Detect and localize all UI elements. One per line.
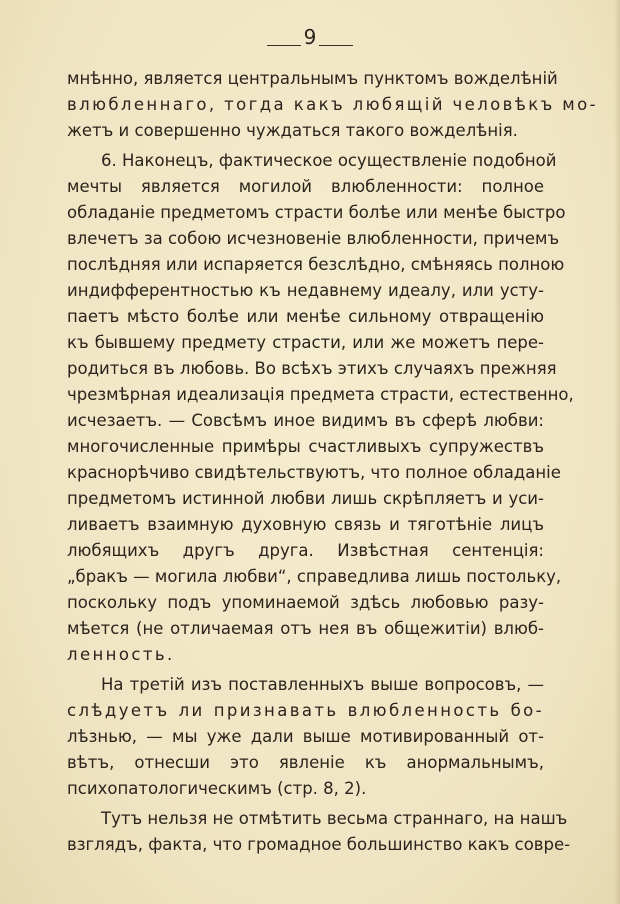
page-number: 9 bbox=[303, 25, 317, 49]
text-line: поскольку подъ упоминаемой здѣсь любовью разу- bbox=[67, 593, 544, 612]
text-line: обладаніе предметомъ страсти болѣе или менѣе быстро bbox=[67, 203, 566, 222]
text-line: чрезмѣрная идеализація предмета страсти, естественно, bbox=[67, 385, 574, 404]
body-text bbox=[67, 66, 599, 858]
text-line: любящихъ другъ друга. Извѣстная сентенція: bbox=[67, 541, 544, 560]
text-line: психопатологическимъ (стр. 8, 2). bbox=[67, 779, 367, 798]
text-line: слѣдуетъ ли признавать влюбленность бо- bbox=[67, 701, 544, 720]
header-rule-right bbox=[319, 45, 353, 46]
text-line: жетъ и совершенно чуждаться такого вожделѣнія. bbox=[67, 121, 518, 140]
header-rule-left bbox=[267, 45, 301, 46]
text-line: „бракъ — могила любви“, справедлива лишь постольку, bbox=[67, 567, 562, 586]
text-line: индифферентностью къ недавнему идеалу, или усту- bbox=[67, 281, 544, 300]
text-line: ливаетъ взаимную духовную связь и тяготѣніе лицъ bbox=[67, 515, 544, 534]
page-edge-shadow bbox=[614, 0, 620, 904]
text-line: вѣтъ, отнесши это явленіе къ анормальнымъ, bbox=[67, 753, 544, 772]
text-line: влюбленнаго, тогда какъ любящій человѣкъ мо- bbox=[67, 95, 599, 114]
text-line: мѣется (не отличаемая отъ нея въ общежитіи) влюб- bbox=[67, 619, 544, 638]
text-line: влечетъ за собою исчезновеніе влюбленности, причемъ bbox=[67, 229, 560, 248]
text-line: паетъ мѣсто болѣе или менѣе сильному отвращенію bbox=[67, 307, 544, 326]
text-line: послѣдняя или испаряется безслѣдно, смѣняясь полною bbox=[67, 255, 565, 274]
text-line: взглядъ, факта, что громадное большинство какъ совре- bbox=[67, 835, 571, 854]
text-line: На третій изъ поставленныхъ выше вопросовъ, — bbox=[101, 675, 544, 694]
text-line: мечты является могилой влюбленности: полное bbox=[67, 177, 544, 196]
text-line: лѣзнью, — мы уже дали выше мотивированный от- bbox=[67, 727, 544, 746]
text-line: родиться въ любовь. Во всѣхъ этихъ случаяхъ прежняя bbox=[67, 359, 557, 378]
text-line: исчезаетъ. — Совсѣмъ иное видимъ въ сферѣ любви: bbox=[67, 411, 544, 430]
text-line: ленность. bbox=[67, 645, 175, 664]
text-line: къ бывшему предмету страсти, или же можетъ пере- bbox=[67, 333, 544, 352]
text-line: Тутъ нельзя не отмѣтить весьма страннаго, на нашъ bbox=[101, 809, 568, 828]
text-line: предметомъ истинной любви лишь скрѣпляетъ и уси- bbox=[67, 489, 544, 508]
text-line: краснорѣчиво свидѣтельствуютъ, что полное обладаніе bbox=[67, 463, 561, 482]
page-number-header bbox=[0, 24, 620, 50]
text-line: мнѣнно, является центральнымъ пунктомъ вожделѣній bbox=[67, 69, 558, 88]
text-line: 6. Наконецъ, фактическое осуществленіе подобной bbox=[101, 151, 557, 170]
text-line: многочисленные примѣры счастливыхъ супружествъ bbox=[67, 437, 544, 456]
